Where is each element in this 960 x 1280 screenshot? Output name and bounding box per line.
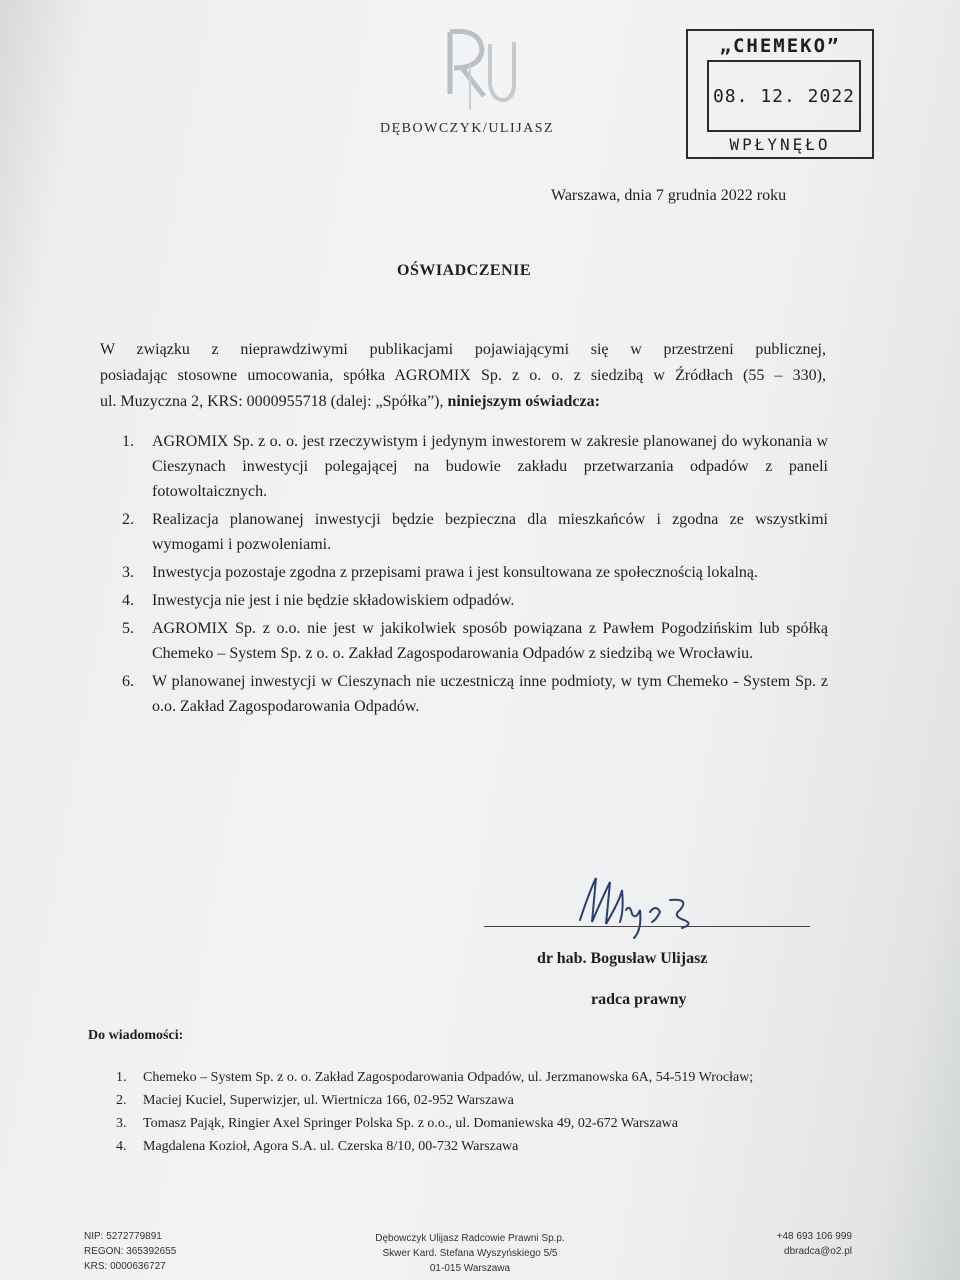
recipient-number: 4.: [116, 1139, 127, 1154]
recipient-item: [98, 1066, 858, 1089]
recipient-item: [98, 1135, 858, 1158]
point-text: Inwestycja nie jest i nie będzie składowiskiem odpadów.: [152, 592, 515, 609]
point-number: 2.: [122, 511, 134, 528]
footer-phone: +48 693 106 999: [776, 1231, 852, 1242]
declaration-point: [108, 507, 828, 557]
recipient-text: Magdalena Kozioł, Agora S.A. ul. Czerska 8/10, 00-732 Warszawa: [143, 1139, 519, 1154]
stamp-date: 08. 12. 2022: [712, 86, 856, 107]
point-text: W planowanej inwestycji w Cieszynach nie uczestniczą inne podmioty, w tym Chemeko - System Sp. z o.o. Zakład Zagospodarowania Odpadów.: [152, 673, 828, 715]
signer-name: dr hab. Bogusław Ulijasz: [537, 950, 708, 967]
point-number: 4.: [122, 592, 134, 609]
declaration-point: [108, 616, 828, 666]
recipient-text: Chemeko – System Sp. z o. o. Zakład Zagospodarowania Odpadów, ul. Jerzmanowska 6A, 54-519 Wrocław;: [143, 1070, 754, 1085]
recipient-number: 2.: [116, 1093, 127, 1108]
recipients-heading: Do wiadomości:: [88, 1028, 184, 1043]
stamp-company: „CHEMEKO”: [719, 35, 841, 57]
footer-krs: KRS: 0000636727: [84, 1261, 166, 1272]
footer-regon: REGON: 365392655: [84, 1246, 177, 1257]
intro-paragraph: [100, 337, 826, 415]
intro-line: W związku z nieprawdziwymi publikacjami pojawiającymi się w przestrzeni publicznej,: [100, 341, 826, 358]
point-text: Realizacja planowanej inwestycji będzie bezpieczna dla mieszkańców i zgodna ze wszystkimi wymogami i pozwoleniami.: [152, 511, 828, 553]
received-stamp: [686, 29, 874, 159]
footer-city: 01-015 Warszawa: [429, 1263, 511, 1274]
declaration-point: [108, 560, 828, 585]
footer-address: [300, 1231, 640, 1276]
declaration-point: [108, 669, 828, 719]
footer-nip: NIP: 5272779891: [84, 1231, 162, 1242]
handwritten-signature: [560, 870, 730, 940]
recipient-number: 3.: [116, 1116, 127, 1131]
stamp-date-box: [707, 60, 861, 132]
letterhead-firm-name: DĘBOWCZYK/ULIJASZ: [380, 121, 555, 136]
recipient-text: Tomasz Pająk, Ringier Axel Springer Polska Sp. z o.o., ul. Domaniewska 49, 02-672 Warszawa: [143, 1116, 678, 1131]
point-number: 3.: [122, 564, 134, 581]
intro-declaration-phrase: niniejszym oświadcza:: [447, 393, 600, 410]
recipient-number: 1.: [116, 1070, 127, 1085]
intro-line-text: ul. Muzyczna 2, KRS: 0000955718 (dalej: „Spółka”),: [100, 393, 448, 410]
declaration-points: [108, 429, 828, 722]
intro-line: [100, 389, 826, 415]
recipients-list: [98, 1066, 858, 1158]
point-number: 1.: [122, 433, 134, 450]
point-number: 5.: [122, 620, 134, 637]
intro-line: posiadając stosowne umocowania, spółka AGROMIX Sp. z o. o. z siedzibą w Źródłach (55 – 330),: [100, 367, 826, 384]
footer-registration: [84, 1229, 176, 1274]
signer-title: radca prawny: [591, 991, 687, 1008]
stamp-received-label: WPŁYNĘŁO: [729, 135, 831, 154]
footer-company: Dębowczyk Ulijasz Radcowie Prawni Sp.p.: [375, 1233, 565, 1244]
declaration-point: [108, 588, 828, 613]
declaration-point: [108, 429, 828, 504]
place-date: Warszawa, dnia 7 grudnia 2022 roku: [551, 187, 787, 204]
letterhead-logo: [440, 24, 520, 114]
footer-street: Skwer Kard. Stefana Wyszyńskiego 5/5: [382, 1248, 558, 1259]
point-text: AGROMIX Sp. z o.o. nie jest w jakikolwiek sposób powiązana z Pawłem Pogodzińskim lub spółką Chemeko – System Sp. z o. o. Zakład Zagospodarowania Odpadów z siedzibą we Wrocławiu.: [152, 620, 828, 662]
footer-email: dbradca@o2.pl: [784, 1246, 852, 1257]
footer-contact: [720, 1229, 852, 1259]
point-text: Inwestycja pozostaje zgodna z przepisami prawa i jest konsultowana ze społecznością lokalną.: [152, 564, 758, 581]
recipient-text: Maciej Kuciel, Superwizjer, ul. Wiertnicza 166, 02-952 Warszawa: [143, 1093, 514, 1108]
recipient-item: [98, 1112, 858, 1135]
point-number: 6.: [122, 673, 134, 690]
document-title: OŚWIADCZENIE: [397, 262, 532, 279]
point-text: AGROMIX Sp. z o. o. jest rzeczywistym i jedynym inwestorem w zakresie planowanej do wykonania w Cieszynach inwestycji polegającej na budowie zakładu przetwarzania odpadów z paneli fotowoltaicznych.: [152, 433, 828, 500]
recipient-item: [98, 1089, 858, 1112]
